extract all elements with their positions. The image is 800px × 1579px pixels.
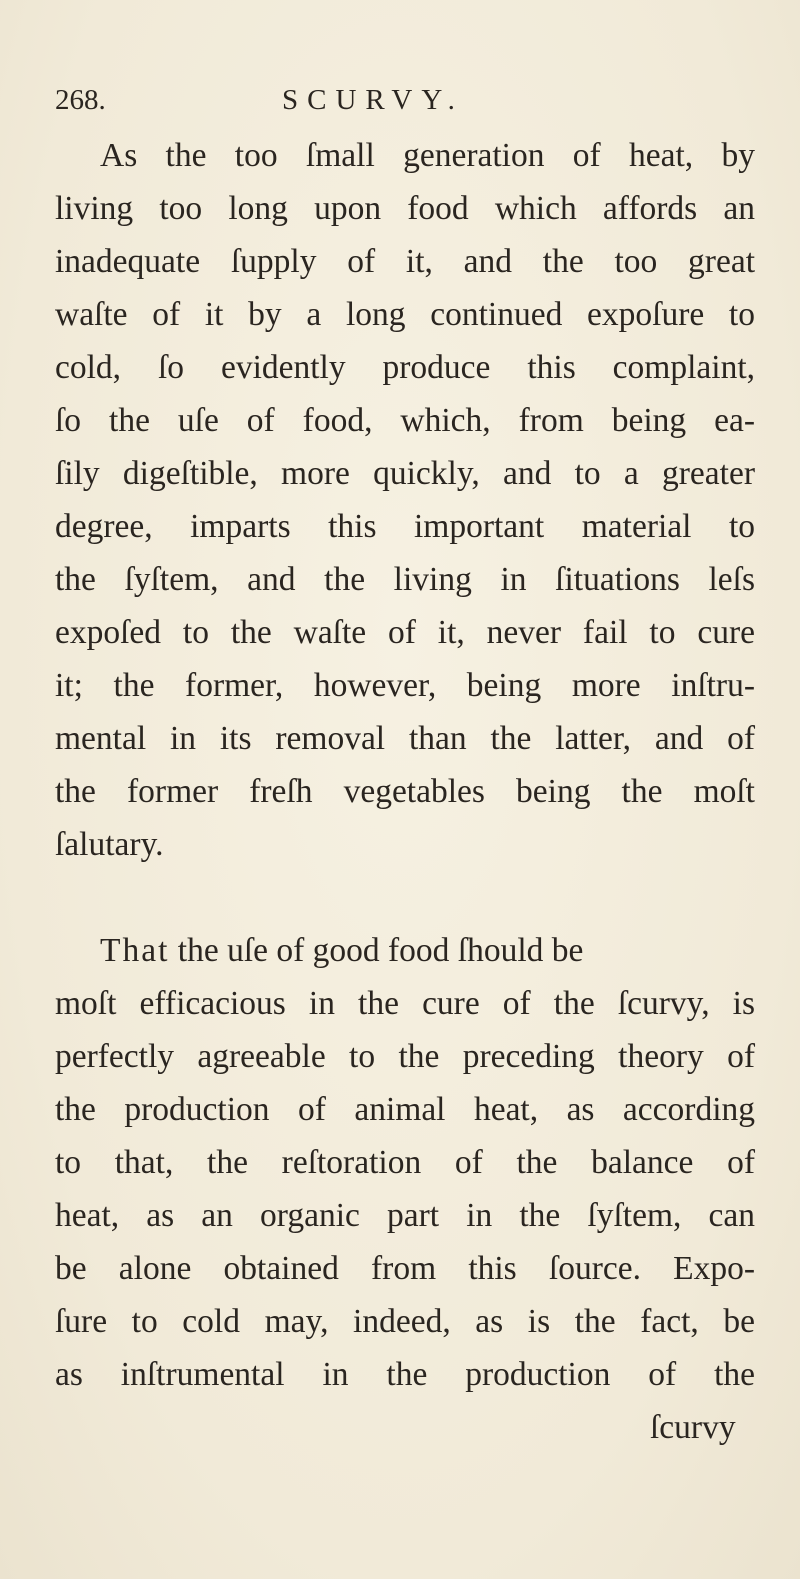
text-line: be alone obtained from this ſource. Expo- (55, 1250, 755, 1287)
text-line: ſure to cold may, indeed, as is the fact, be (55, 1303, 755, 1340)
first-line-rest: the uſe of good food ſhould be (169, 932, 584, 969)
text-line: moſt efficacious in the cure of the ſcurvy, is (55, 985, 755, 1022)
text-line: expoſed to the waſte of it, never fail to cure (55, 614, 755, 651)
small-caps-opening: That (100, 932, 170, 969)
text-line: heat, as an organic part in the ſyſtem, can (55, 1197, 755, 1234)
text-line: the former freſh vegetables being the moſt (55, 773, 755, 810)
text-line: degree, imparts this important material to (55, 508, 755, 545)
text-line: waſte of it by a long continued expoſure to (55, 296, 755, 333)
text-line (100, 931, 755, 971)
text-line: the ſyſtem, and the living in ſituations leſs (55, 561, 755, 598)
catchword: ſcurvy (650, 1409, 736, 1446)
text-line: ſo the uſe of food, which, from being ea- (55, 402, 755, 439)
text-line: As the too ſmall generation of heat, by (100, 137, 755, 174)
text-line: living too long upon food which affords an (55, 190, 755, 227)
text-line: it; the former, however, being more inſtru- (55, 667, 755, 704)
text-line: the production of animal heat, as according (55, 1091, 755, 1128)
text-line: perfectly agreeable to the preceding theory of (55, 1038, 755, 1075)
text-line: mental in its removal than the latter, and of (55, 720, 755, 757)
page-number: 268. (55, 84, 106, 116)
page-header (55, 78, 755, 128)
text-line: cold, ſo evidently produce this complaint, (55, 349, 755, 386)
text-line: ſalutary. (55, 826, 164, 863)
text-line: to that, the reſtoration of the balance of (55, 1144, 755, 1181)
text-line: inadequate ſupply of it, and the too great (55, 243, 755, 280)
running-head: SCURVY. (282, 84, 464, 116)
text-line: as inſtrumental in the production of the (55, 1356, 755, 1393)
text-line: ſily digeſtible, more quickly, and to a greater (55, 455, 755, 492)
